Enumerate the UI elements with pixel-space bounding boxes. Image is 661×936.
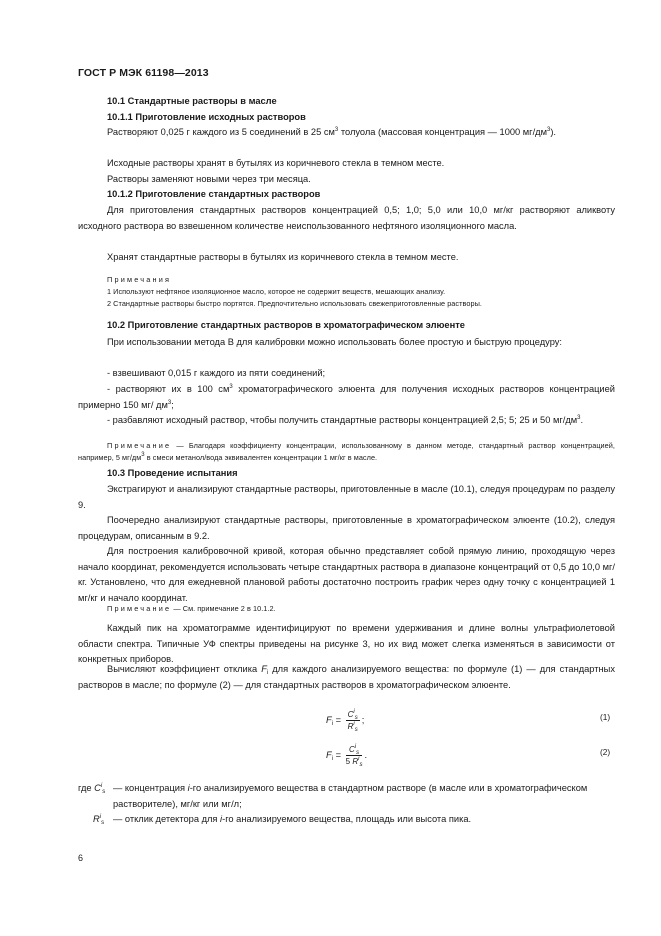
paragraph-10-1-1-1: Растворяют 0,025 г каждого из 5 соединений в 25 $см^3$ толуола (массовая концентрация — 1000 $мг/дм^3$). [107, 127, 557, 137]
note-3-text: — См. примечание 2 в 10.1.2. [171, 604, 276, 613]
paragraph-10-3-1: Экстрагируют и анализируют стандартные растворы, приготовленные в масле (10.1), следуя процедурам по разделу 9. [78, 484, 615, 510]
heading-10-1-1: 10.1.1 Приготовление исходных растворов [107, 112, 306, 122]
list-item-10-2-1: - взвешивают 0,015 г каждого из пяти соединений; [107, 368, 326, 378]
formula-2: $F_i$ = $\frac{C^i_s}{5 R^i_s}$ . [326, 744, 368, 768]
formula-2-number: (2) [600, 747, 611, 757]
paragraph-10-3-2: Поочередно анализируют стандартные растворы, приготовленные в хроматографическом элюенте (10.2), следуя процедурам, описанным в 9.2. [78, 515, 615, 541]
list-item-10-2-2: - растворяют их в 100 $см^3$ хроматографического элюента для получения исходных растворов концентрацией примерно 150 мг/ $дм^3$; [78, 384, 615, 410]
note-2: Примечание — Благодаря коэффициенту концентрации, использованному в данном методе, стандартный раствор концентрацией, например, 5 $мг/дм^3$ в смеси метанол/вода эквивалентен концентрации 1 мг/кг в масле. [78, 441, 615, 462]
paragraph-10-3-5-start: Вычисляют коэффициент отклика [107, 664, 262, 674]
paragraph-10-1-1-3: Растворы заменяют новыми через три месяца. [107, 174, 311, 184]
definition-2-symbol: $R^i_s$ [93, 814, 105, 826]
formula-1-fraction: $\frac{C^i_s}{R^i_s}$ [347, 709, 358, 733]
paragraph-10-1-2-2: Хранят стандартные растворы в бутылях из коричневого стекла в темном месте. [107, 252, 459, 262]
heading-10-1: 10.1 Стандартные растворы в масле [107, 96, 277, 106]
page-number: 6 [78, 853, 84, 863]
formula-2-fraction: $\frac{C^i_s}{5 R^i_s}$ [345, 744, 363, 768]
heading-10-2: 10.2 Приготовление стандартных растворов в хроматографическом элюенте [107, 320, 465, 330]
paragraph-10-3-4: Каждый пик на хроматограмме идентифицируют по времени удерживания и длине волны ультрафиолетовой области спектра. Типичные УФ спектры приведены на рисунке 3, но их вид может слегка изменяться в зависимости от конкретных приборов. [78, 623, 615, 665]
document-header: ГОСТ Р МЭК 61198—2013 [78, 67, 209, 79]
paragraph-10-3-3: Для построения калибровочной кривой, которая обычно представляет собой прямую линию, проходящую через начало координат, рекомендуется использовать четыре стандартных раствора в диапазоне концентраций от 0,5 до 10,0 мг/кг. Установлено, что для ежедневной плановой работы достаточно построить график через одну точку с концентрацией 1 мг/кг и начало координат. [78, 546, 615, 603]
note-3-label: Примечание [107, 604, 172, 613]
heading-10-3: 10.3 Проведение испытания [107, 468, 238, 478]
paragraph-10-1-2-1: Для приготовления стандартных растворов концентрацией 0,5; 1,0; 5,0 или 10,0 мг/кг растворяют аликвоту исходного раствора во взвешенном количестве неиспользованного нефтяного изоляционного масла. [78, 205, 615, 231]
note-1-title: Примечания [107, 275, 172, 284]
definition-1: — концентрация i-го анализируемого вещества в стандартном растворе (в масле или в хроматографическом растворителе), мг/кг или мг/л; [113, 783, 588, 809]
note-1-item-2: 2 Стандартные растворы быстро портятся. Предпочтительно использовать свежеприготовленные растворы. [107, 299, 482, 308]
formula-1-number: (1) [600, 712, 611, 722]
paragraph-10-3-5-end: для каждого анализируемого вещества: по формуле (1) — для стандартных растворов в масле; по формуле (2) — для стандартных растворов в хроматографическом элюенте. [78, 664, 615, 690]
list-item-10-2-3: - разбавляют исходный раствор, чтобы получить стандартные растворы концентрацией 2,5; 5; 25 и 50 $мг/дм^3$. [107, 415, 584, 425]
heading-10-1-2: 10.1.2 Приготовление стандартных растворов [107, 189, 321, 199]
paragraph-10-1-1-2: Исходные растворы хранят в бутылях из коричневого стекла в темном месте. [107, 158, 445, 168]
paragraph-10-2-1: При использовании метода В для калибровки можно использовать более простую и быструю процедуру: [107, 337, 562, 347]
note-1-item-1: 1 Используют нефтяное изоляционное масло, которое не содержит веществ, мешающих анализу. [107, 287, 446, 296]
definition-2: — отклик детектора для i-го анализируемого вещества, площадь или высота пика. [113, 814, 472, 824]
note-3 [78, 603, 615, 615]
formula-2-coefficient: 5 [345, 757, 351, 766]
formula-1: $F_i$ = $\frac{C^i_s}{R^i_s}$ ; [326, 709, 365, 733]
where-label: где [78, 783, 92, 793]
definitions-where: где $C^i_s$ [78, 783, 106, 795]
note-2-label: Примечание [107, 441, 172, 450]
paragraph-10-3-5: Вычисляют коэффициент отклика $F_i$ для каждого анализируемого вещества: по формуле (1) — для стандартных растворов в масле; по формуле (2) — для стандартных растворов в хроматографическом элюенте. [78, 664, 615, 690]
